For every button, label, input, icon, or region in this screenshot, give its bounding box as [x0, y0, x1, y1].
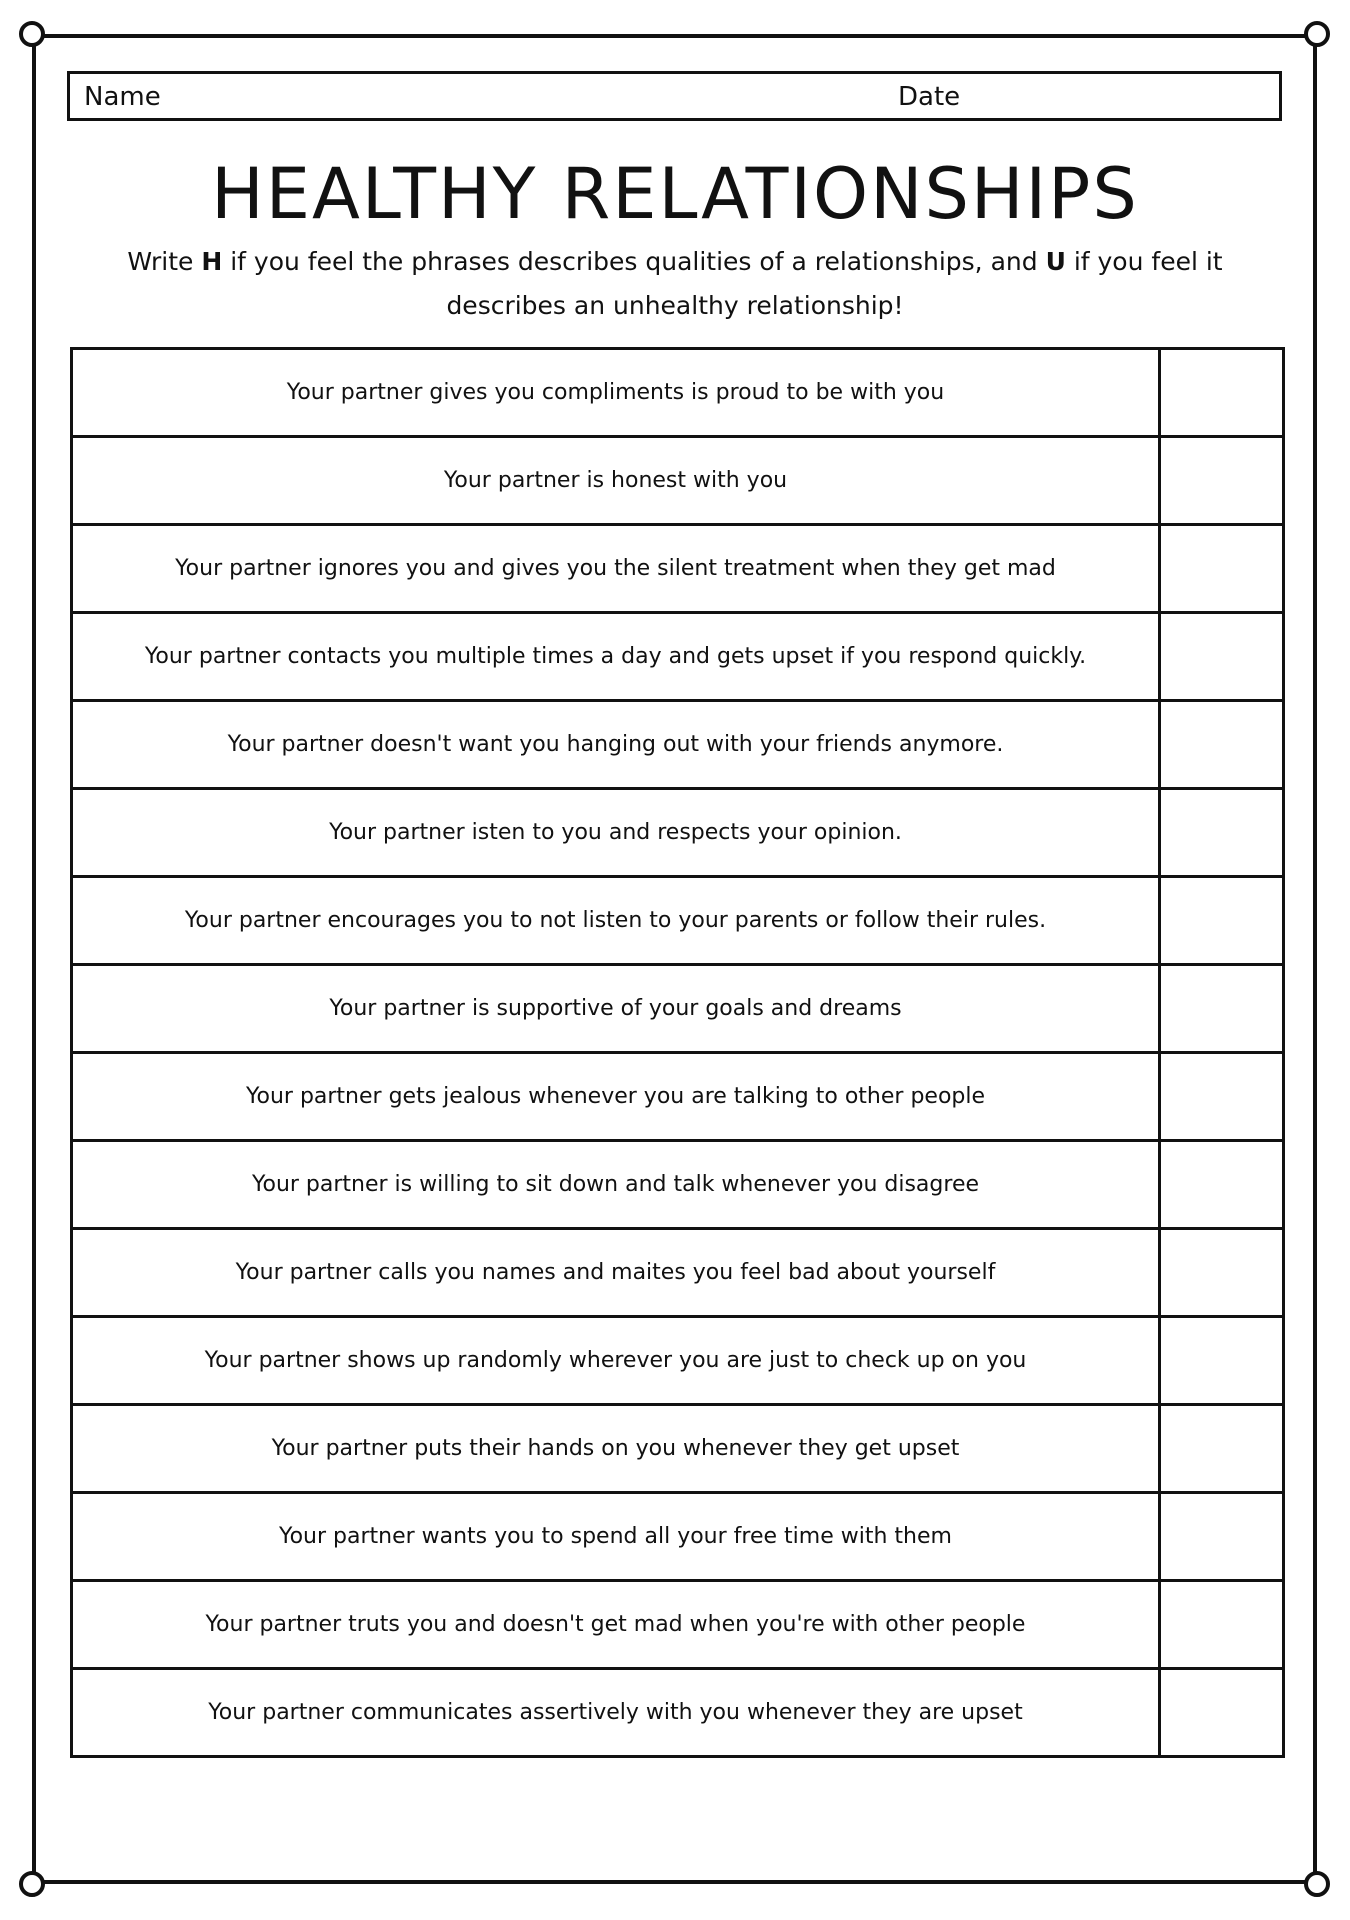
page-title: HEALTHY RELATIONSHIPS [211, 153, 1139, 235]
statement-text: Your partner contacts you multiple times a day and gets upset if you respond quickly. [72, 613, 1160, 701]
answer-box[interactable] [1160, 437, 1284, 525]
statement-text: Your partner is supportive of your goals and dreams [72, 965, 1160, 1053]
answer-box[interactable] [1160, 789, 1284, 877]
statement-text: Your partner doesn't want you hanging out with your friends anymore. [72, 701, 1160, 789]
answer-box[interactable] [1160, 1317, 1284, 1405]
corner-circle-top-right [1304, 21, 1330, 47]
instructions-part-2: if you feel the phrases describes qualities of a relationships, and [222, 247, 1046, 276]
statement-text: Your partner gets jealous whenever you are talking to other people [72, 1053, 1160, 1141]
corner-circle-bottom-left [19, 1871, 45, 1897]
answer-box[interactable] [1160, 349, 1284, 437]
instructions [90, 240, 1260, 328]
table-row [72, 1229, 1284, 1317]
answer-box[interactable] [1160, 525, 1284, 613]
table-row [72, 1141, 1284, 1229]
corner-circle-bottom-right [1304, 1871, 1330, 1897]
statement-text: Your partner calls you names and maites you feel bad about yourself [72, 1229, 1160, 1317]
answer-box[interactable] [1160, 1405, 1284, 1493]
date-label: Date [898, 82, 961, 112]
table-row [72, 1669, 1284, 1757]
name-label: Name [84, 82, 161, 112]
answer-box[interactable] [1160, 1229, 1284, 1317]
answer-box[interactable] [1160, 877, 1284, 965]
statement-text: Your partner shows up randomly wherever you are just to check up on you [72, 1317, 1160, 1405]
statement-text: Your partner puts their hands on you whenever they get upset [72, 1405, 1160, 1493]
answer-box[interactable] [1160, 701, 1284, 789]
statement-text: Your partner communicates assertively with you whenever they are upset [72, 1669, 1160, 1757]
statement-text: Your partner is honest with you [72, 437, 1160, 525]
answer-box[interactable] [1160, 1141, 1284, 1229]
table-row [72, 1581, 1284, 1669]
table-row [72, 437, 1284, 525]
answer-box[interactable] [1160, 965, 1284, 1053]
table-row [72, 613, 1284, 701]
instructions-part-3: if you feel it describes an unhealthy relationship! [446, 247, 1223, 320]
answer-box[interactable] [1160, 1581, 1284, 1669]
table-row [72, 349, 1284, 437]
statement-text: Your partner is willing to sit down and talk whenever you disagree [72, 1141, 1160, 1229]
statement-text: Your partner ignores you and gives you the silent treatment when they get mad [72, 525, 1160, 613]
answer-box[interactable] [1160, 1053, 1284, 1141]
statement-text: Your partner truts you and doesn't get mad when you're with other people [72, 1581, 1160, 1669]
table-row [72, 1405, 1284, 1493]
statement-text: Your partner encourages you to not listen to your parents or follow their rules. [72, 877, 1160, 965]
table-row [72, 877, 1284, 965]
name-date-box[interactable] [67, 71, 1282, 121]
instructions-h-letter: H [201, 247, 223, 276]
statement-text: Your partner gives you compliments is proud to be with you [72, 349, 1160, 437]
table-row [72, 965, 1284, 1053]
table-row [72, 1493, 1284, 1581]
statements-table [70, 347, 1285, 1758]
statement-text: Your partner isten to you and respects your opinion. [72, 789, 1160, 877]
instructions-part-1: Write [127, 247, 202, 276]
statement-text: Your partner wants you to spend all your free time with them [72, 1493, 1160, 1581]
answer-box[interactable] [1160, 1493, 1284, 1581]
answer-box[interactable] [1160, 613, 1284, 701]
table-row [72, 1317, 1284, 1405]
table-row [72, 701, 1284, 789]
table-row [72, 1053, 1284, 1141]
table-row [72, 789, 1284, 877]
instructions-u-letter: U [1045, 247, 1066, 276]
answer-box[interactable] [1160, 1669, 1284, 1757]
table-row [72, 525, 1284, 613]
corner-circle-top-left [19, 21, 45, 47]
